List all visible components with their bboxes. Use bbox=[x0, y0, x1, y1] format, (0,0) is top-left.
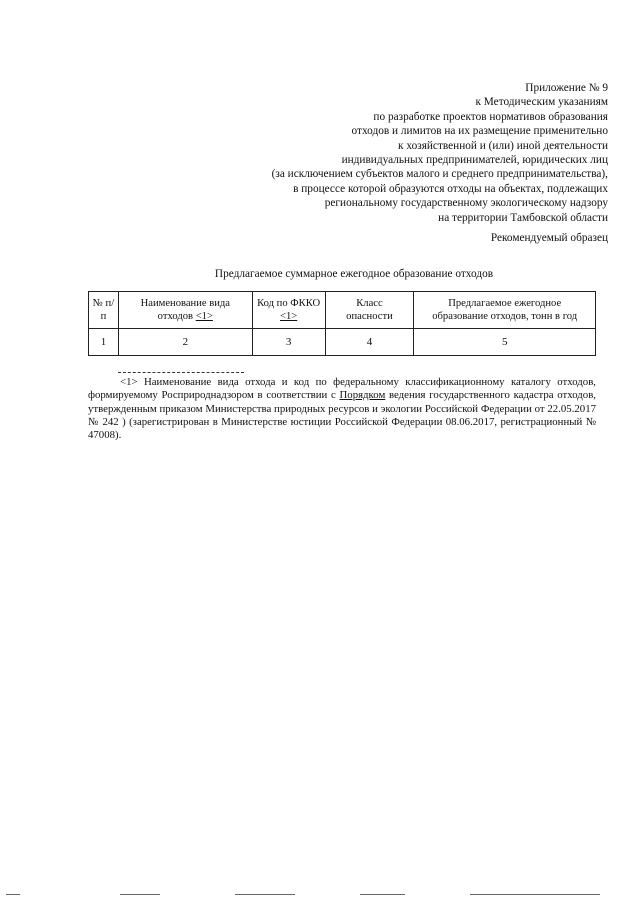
footnote-reference-link[interactable]: <1> bbox=[195, 311, 213, 322]
header-line: в процессе которой образуются отходы на объектах, подлежащих bbox=[293, 182, 608, 195]
column-header-fkko-code bbox=[252, 292, 325, 329]
sample-label: Рекомендуемый образец bbox=[490, 232, 608, 244]
footnote-separator bbox=[118, 372, 244, 373]
header-line: отходов и лимитов на их размещение применительно bbox=[351, 125, 608, 138]
header-text: № п/ bbox=[92, 298, 115, 309]
header-line: по разработке проектов нормативов образования bbox=[373, 110, 608, 123]
table-row bbox=[89, 329, 596, 356]
appendix-header bbox=[188, 81, 608, 225]
table-cell: 3 bbox=[252, 329, 325, 356]
header-text: Наименование вида bbox=[140, 298, 231, 309]
footnote-text: ведения государственного кадастра отходов, утвержденным приказом Министерства природных ресурсов и экологии Российской Федерации от 22.05.2017 № 242 ) (зарегистрирован в Министерстве юстиции Российской Федерации 08.06.2017, регистрационный № 47008). bbox=[88, 389, 596, 442]
header-line: к хозяйственной и (или) иной деятельности bbox=[398, 139, 608, 152]
header-line: к Методическим указаниям bbox=[475, 96, 608, 109]
table-header-row bbox=[89, 292, 596, 329]
header-line: на территории Тамбовской области bbox=[438, 211, 608, 224]
column-header-number bbox=[89, 292, 119, 329]
header-text: Класс bbox=[356, 298, 383, 309]
scan-mark bbox=[470, 894, 600, 895]
procedure-link[interactable]: Порядком bbox=[339, 389, 386, 402]
table-cell: 2 bbox=[118, 329, 252, 356]
footnote-reference-link[interactable]: <1> bbox=[279, 311, 298, 322]
waste-table bbox=[88, 291, 596, 356]
scan-mark bbox=[6, 894, 20, 895]
table-cell: 5 bbox=[414, 329, 596, 356]
footnote-text: <1> Наименование вида отхода и код по федеральному классификационному каталогу отходов, формируемому Росприроднадзором в соответствии с bbox=[88, 376, 596, 402]
header-line: Приложение № 9 bbox=[525, 82, 608, 94]
column-header-waste-name bbox=[118, 292, 252, 329]
header-text: Предлагаемое ежегодное bbox=[448, 298, 562, 309]
footnote bbox=[88, 376, 596, 442]
column-header-annual-amount bbox=[414, 292, 596, 329]
header-text: Код по ФККО bbox=[257, 298, 321, 309]
header-text: п bbox=[100, 311, 107, 322]
table-cell: 4 bbox=[325, 329, 414, 356]
scan-mark bbox=[360, 894, 405, 895]
scan-artifact-edge bbox=[0, 892, 640, 898]
scan-mark bbox=[120, 894, 160, 895]
table-cell: 1 bbox=[89, 329, 119, 356]
header-text: отходов bbox=[157, 311, 196, 322]
header-line: индивидуальных предпринимателей, юридических лиц bbox=[341, 154, 608, 167]
scan-mark bbox=[235, 894, 295, 895]
header-text: опасности bbox=[346, 311, 393, 322]
header-line: региональному государственному экологическому надзору bbox=[324, 197, 608, 210]
document-title: Предлагаемое суммарное ежегодное образование отходов bbox=[214, 268, 494, 280]
header-text: образование отходов, тонн в год bbox=[432, 311, 578, 322]
header-line: (за исключением субъектов малого и среднего предпринимательства), bbox=[271, 168, 608, 181]
column-header-hazard-class bbox=[325, 292, 414, 329]
